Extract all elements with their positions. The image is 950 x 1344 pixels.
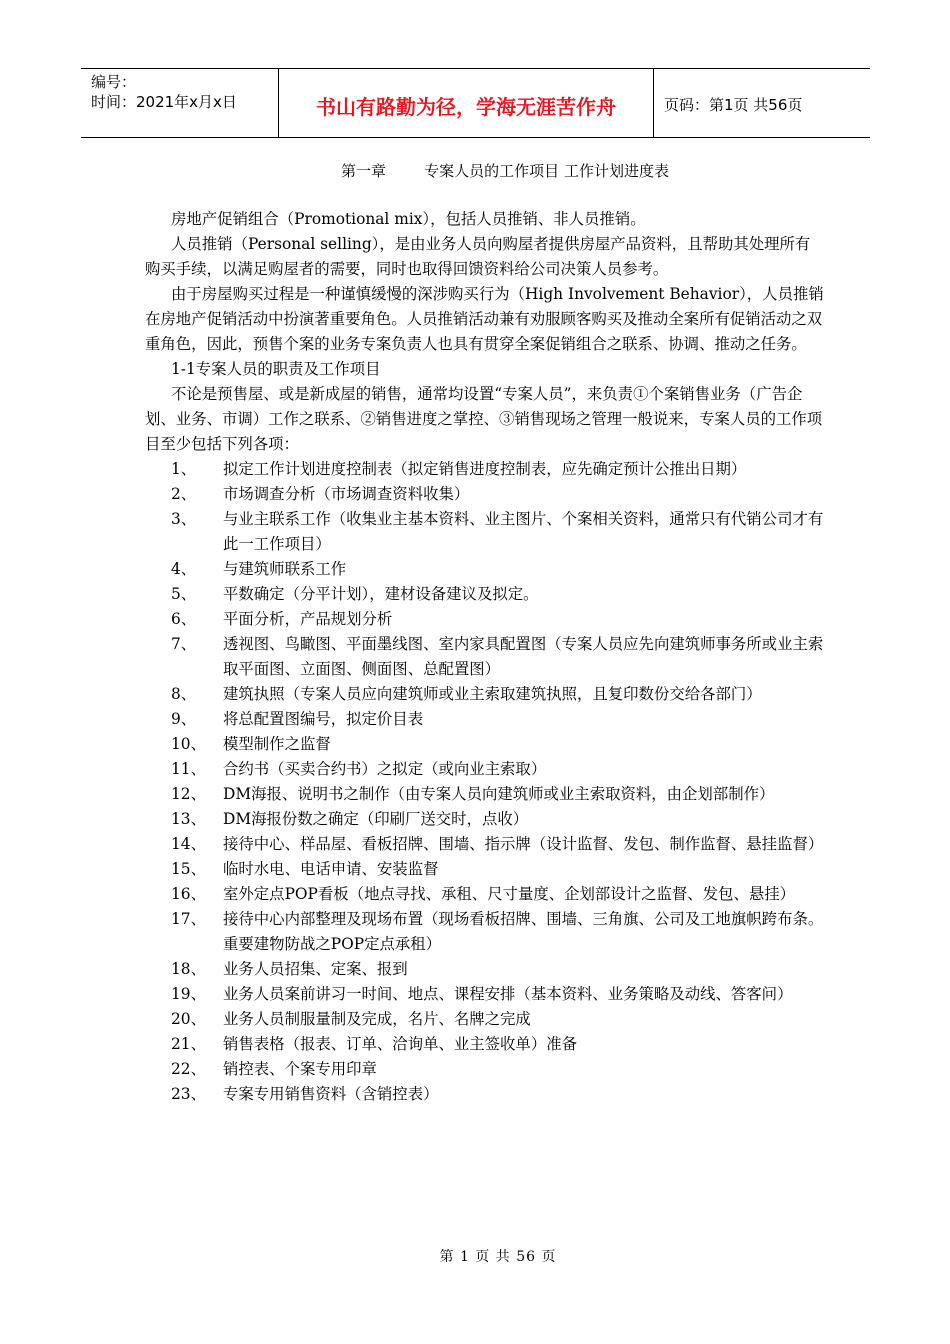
list-item-text: 合约书（买卖合约书）之拟定（或向业主索取） <box>223 760 547 778</box>
list-item-number: 11、 <box>171 760 206 778</box>
list-item <box>145 782 825 807</box>
list-item <box>145 507 825 557</box>
list-item-text: 模型制作之监督 <box>223 735 331 753</box>
list-item <box>145 632 825 682</box>
list-item <box>145 582 825 607</box>
list-item-number: 10、 <box>171 735 206 753</box>
code-label: 编号： <box>91 73 137 91</box>
motto: 书山有路勤为径，学海无涯苦作舟 <box>279 69 654 137</box>
header-meta <box>81 69 279 137</box>
list-item <box>145 1007 825 1032</box>
list-item-number: 21、 <box>171 1035 206 1053</box>
list-item-number: 2、 <box>171 485 197 503</box>
list-item-text: 平数确定（分平计划），建材设备建议及拟定。 <box>223 585 539 603</box>
list-item-number: 3、 <box>171 510 197 528</box>
list-item-number: 1、 <box>171 460 197 478</box>
list-item-number: 5、 <box>171 585 197 603</box>
list-item <box>145 1032 825 1057</box>
list-item-number: 7、 <box>171 635 197 653</box>
list-item-text: 业务人员制服量制及完成，名片、名牌之完成 <box>223 1010 531 1028</box>
list-item-number: 4、 <box>171 560 197 578</box>
list-item-number: 6、 <box>171 610 197 628</box>
list-item <box>145 607 825 632</box>
list-item-number: 16、 <box>171 885 206 903</box>
list-item-number: 13、 <box>171 810 206 828</box>
list-item-text: DM海报、说明书之制作（由专案人员向建筑师或业主索取资料，由企划部制作） <box>223 785 775 803</box>
item-list <box>145 457 825 1107</box>
list-item <box>145 982 825 1007</box>
list-item-number: 22、 <box>171 1060 206 1078</box>
section-intro: 不论是预售屋、或是新成屋的销售，通常均设置“专案人员”，来负责①个案销售业务（广告企划、业务、市调）工作之联系、②销售进度之掌控、③销售现场之管理一般说来，专案人员的工作项目至少包括下列各项： <box>145 385 823 453</box>
list-item-number: 23、 <box>171 1085 206 1103</box>
list-item <box>145 557 825 582</box>
document-body <box>145 207 825 1107</box>
list-item-text: 市场调查分析（市场调查资料收集） <box>223 485 470 503</box>
list-item-text: 将总配置图编号，拟定价目表 <box>223 710 424 728</box>
list-item-text: 接待中心内部整理及现场布置（现场看板招牌、围墙、三角旗、公司及工地旗帜跨布条。重要建物防战之POP定点承租） <box>223 910 824 953</box>
list-item-number: 20、 <box>171 1010 206 1028</box>
list-item-number: 19、 <box>171 985 206 1003</box>
list-item <box>145 832 825 857</box>
list-item <box>145 732 825 757</box>
list-item <box>145 907 825 957</box>
chapter-title: 第一章 专案人员的工作项目 工作计划进度表 <box>341 162 669 180</box>
list-item <box>145 482 825 507</box>
list-item-number: 18、 <box>171 960 206 978</box>
list-item-number: 17、 <box>171 910 206 928</box>
list-item <box>145 682 825 707</box>
list-item <box>145 1057 825 1082</box>
section-title: 1-1专案人员的职责及工作项目 <box>171 360 381 378</box>
list-item <box>145 707 825 732</box>
list-item-text: 业务人员招集、定案、报到 <box>223 960 408 978</box>
list-item-text: 接待中心、样品屋、看板招牌、围墙、指示牌（设计监督、发包、制作监督、悬挂监督） <box>223 835 824 853</box>
list-item-text: 透视图、鸟瞰图、平面墨线图、室内家具配置图（专案人员应先向建筑师事务所或业主索取平面图、立面图、侧面图、总配置图） <box>223 635 824 678</box>
page-footer: 第 1 页 共 56 页 <box>439 1249 557 1265</box>
list-item-text: 与建筑师联系工作 <box>223 560 347 578</box>
list-item <box>145 857 825 882</box>
paragraph: 由于房屋购买过程是一种谨慎缓慢的深涉购买行为（High Involvement Behavior），人员推销在房地产促销活动中扮演著重要角色。人员推销活动兼有劝服顾客购买及推动全案所有促销活动之双重角色，因此，预售个案的业务专案负责人也具有贯穿全案促销组合之联系、协调、推动之任务。 <box>145 285 824 353</box>
list-item-text: DM海报份数之确定（印刷厂送交时，点收） <box>223 810 529 828</box>
page-info: 页码：第1页 共56页 <box>664 95 803 114</box>
list-item-text: 拟定工作计划进度控制表（拟定销售进度控制表，应先确定预计公推出日期） <box>223 460 747 478</box>
list-item-text: 业务人员案前讲习一时间、地点、课程安排（基本资料、业务策略及动线、答客问） <box>223 985 793 1003</box>
paragraph: 人员推销（Personal selling），是由业务人员向购屋者提供房屋产品资料，且帮助其处理所有购买手续，以满足购屋者的需要，同时也取得回馈资料给公司决策人员参考。 <box>145 235 811 278</box>
list-item <box>145 757 825 782</box>
list-item-text: 与业主联系工作（收集业主基本资料、业主图片、个案相关资料，通常只有代销公司才有此一工作项目） <box>223 510 824 553</box>
header-table <box>81 68 870 138</box>
list-item-text: 销售表格（报表、订单、洽询单、业主签收单）准备 <box>223 1035 577 1053</box>
list-item-number: 14、 <box>171 835 206 853</box>
list-item-text: 室外定点POP看板（地点寻找、承租、尺寸量度、企划部设计之监督、发包、悬挂） <box>223 885 796 903</box>
list-item-number: 8、 <box>171 685 197 703</box>
list-item <box>145 457 825 482</box>
list-item-number: 15、 <box>171 860 206 878</box>
time-label: 时间：2021年x月x日 <box>91 93 237 111</box>
list-item-text: 销控表、个案专用印章 <box>223 1060 377 1078</box>
list-item <box>145 882 825 907</box>
list-item-text: 平面分析，产品规划分析 <box>223 610 393 628</box>
list-item <box>145 807 825 832</box>
list-item-text: 专案专用销售资料（含销控表） <box>223 1085 439 1103</box>
list-item-number: 12、 <box>171 785 206 803</box>
list-item <box>145 957 825 982</box>
list-item <box>145 1082 825 1107</box>
paragraph: 房地产促销组合（Promotional mix），包括人员推销、非人员推销。 <box>171 210 646 228</box>
list-item-text: 建筑执照（专案人员应向建筑师或业主索取建筑执照，且复印数份交给各部门） <box>223 685 762 703</box>
list-item-text: 临时水电、电话申请、安装监督 <box>223 860 439 878</box>
list-item-number: 9、 <box>171 710 197 728</box>
